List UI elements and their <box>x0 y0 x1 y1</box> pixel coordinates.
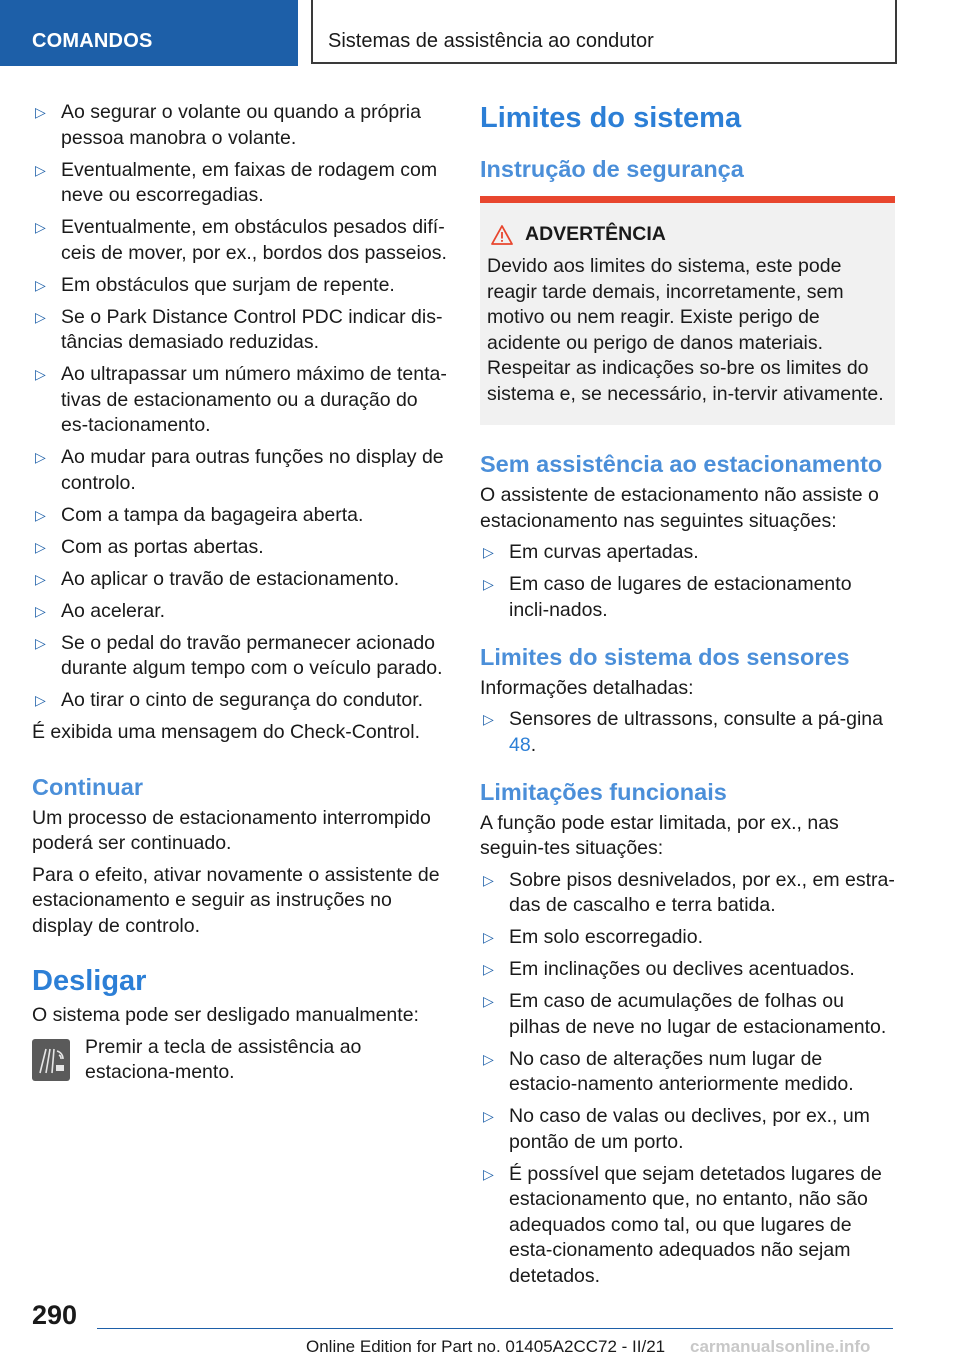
watermark: carmanualsonline.info <box>690 1337 871 1356</box>
list-item: ▷ Ao mudar para outras funções no display de controlo. <box>35 446 444 494</box>
sensor-limits-intro: Informações detalhadas: <box>480 676 694 699</box>
chapter-tab <box>311 0 897 64</box>
continue-instruction: Para o efeito, ativar novamente o assistente de estacionamento e seguir as instruções no display de controlo. <box>32 863 440 937</box>
list-item: ▷ No caso de valas ou declives, por ex., um pontão de um porto. <box>483 1105 870 1153</box>
no-assistance-intro: O assistente de estacionamento não assiste o estacionamento nas seguintes situações: <box>480 484 879 532</box>
section-title: COMANDOS <box>32 30 153 52</box>
list-item: ▷ Em curvas apertadas. <box>480 540 895 566</box>
triangle-right-icon: ▷ <box>483 576 494 592</box>
triangle-right-icon: ▷ <box>35 449 46 465</box>
list-item: ▷ Em solo escorregadio. <box>480 925 895 951</box>
no-assistance-heading: Sem assistência ao estacionamento <box>480 451 883 477</box>
continue-heading: Continuar <box>32 773 143 800</box>
button-instruction-text: Premir a tecla de assistência ao estaciona-mento. <box>85 1035 362 1083</box>
triangle-right-icon: ▷ <box>483 544 494 560</box>
safety-heading: Instrução de segurança <box>480 156 744 182</box>
list-item: ▷ Em obstáculos que surjam de repente. <box>32 273 448 299</box>
functional-limits-intro: A função pode estar limitada, por ex., nas seguin-tes situações: <box>480 811 839 859</box>
chapter-title: Sistemas de assistência ao condutor <box>328 30 654 52</box>
warning-title: ADVERTÊNCIA <box>487 223 885 246</box>
page-header <box>0 0 960 66</box>
list-item: ▷ Em caso de lugares de estacionamento incli-nados. <box>483 573 852 621</box>
triangle-right-icon: ▷ <box>35 161 46 178</box>
switch-off-text: O sistema pode ser desligado manualmente: <box>32 1004 419 1026</box>
triangle-right-icon: ▷ <box>35 602 46 619</box>
continue-text: Um processo de estacionamento interrompido poderá ser continuado. <box>32 806 431 854</box>
footer-divider <box>97 1328 893 1329</box>
triangle-right-icon: ▷ <box>483 961 494 977</box>
list-item: ▷ Ao aplicar o travão de estacionamento. <box>32 567 448 593</box>
warning-text: Devido aos limites do sistema, este pode reagir tarde demais, incorretamente, sem motivo ou nem reagir. Existe perigo de acidente ou perigo de danos materiais. Respeitar as indicações so-bre os limites do sistema e, se necessário, in-tervir ativamente. <box>487 255 884 405</box>
triangle-right-icon: ▷ <box>483 711 494 727</box>
triangle-right-icon: ▷ <box>483 871 494 888</box>
list-item: ▷ No caso de alterações num lugar de estacio-namento anteriormente medido. <box>483 1047 854 1095</box>
triangle-right-icon: ▷ <box>483 929 494 945</box>
section-tab <box>0 0 298 66</box>
list-item: ▷ É possível que sejam detetados lugares de estacionamento que, no entanto, não são adequados como tal, ou que lugares de esta-cionamento adequados não sejam detetados. <box>483 1162 882 1287</box>
list-item: ▷ Sobre pisos desnivelados, por ex., em estra-das de cascalho e terra batida. <box>483 868 895 916</box>
switch-off-heading: Desligar <box>32 965 147 997</box>
page-reference-link[interactable]: 48 <box>509 733 531 756</box>
list-item: ▷ Sensores de ultrassons, consulte a pá-gina 48. <box>483 708 883 756</box>
list-item: ▷ Ao tirar o cinto de segurança do condutor. <box>32 688 448 714</box>
triangle-right-icon: ▷ <box>35 570 46 587</box>
triangle-right-icon: ▷ <box>483 1108 494 1124</box>
triangle-right-icon: ▷ <box>35 366 46 382</box>
parking-assist-button-icon <box>32 1039 70 1081</box>
deactivation-conditions-list <box>32 100 448 714</box>
list-item: ▷ Em caso de acumulações de folhas ou pilhas de neve no lugar de estacionamento. <box>483 990 887 1038</box>
button-instruction <box>32 1035 448 1092</box>
page-number: 290 <box>32 1300 78 1330</box>
list-item: ▷ Ao acelerar. <box>32 599 448 625</box>
warning-box <box>480 196 895 425</box>
sensor-limits-heading: Limites do sistema dos sensores <box>480 643 850 670</box>
check-control-note: É exibida uma mensagem do Check-Control. <box>32 721 421 743</box>
list-item: ▷ Se o pedal do travão permanecer acionado durante algum tempo com o veículo parado. <box>35 631 443 679</box>
list-item: ▷ Eventualmente, em obstáculos pesados difí-ceis de mover, por ex., bordos dos passeios. <box>35 216 447 264</box>
right-column <box>480 100 895 1296</box>
left-column <box>32 100 448 1092</box>
triangle-right-icon: ▷ <box>35 104 46 120</box>
triangle-right-icon: ▷ <box>35 506 46 523</box>
triangle-right-icon: ▷ <box>483 993 494 1009</box>
warning-triangle-icon <box>491 225 513 245</box>
triangle-right-icon: ▷ <box>35 692 46 708</box>
functional-limits-list <box>480 868 895 1290</box>
triangle-right-icon: ▷ <box>35 538 46 555</box>
list-item: ▷ Em inclinações ou declives acentuados. <box>480 957 895 983</box>
list-item: ▷ Ao ultrapassar um número máximo de tenta-tivas de estacionamento ou a duração do es-tacionamento. <box>35 363 447 436</box>
triangle-right-icon: ▷ <box>35 308 46 325</box>
triangle-right-icon: ▷ <box>35 634 46 651</box>
list-item: ▷ Ao segurar o volante ou quando a própria pessoa manobra o volante. <box>35 101 421 149</box>
list-item: ▷ Se o Park Distance Control PDC indicar dis-tâncias demasiado reduzidas. <box>35 305 443 353</box>
no-assistance-list <box>480 540 895 623</box>
list-item: ▷ Com as portas abertas. <box>32 535 448 561</box>
triangle-right-icon: ▷ <box>483 1165 494 1182</box>
triangle-right-icon: ▷ <box>35 219 46 235</box>
triangle-right-icon: ▷ <box>35 276 46 293</box>
triangle-right-icon: ▷ <box>483 1050 494 1067</box>
edition-note: Online Edition for Part no. 01405A2CC72 - II/21 <box>306 1337 666 1356</box>
functional-limits-heading: Limitações funcionais <box>480 778 727 805</box>
list-item: ▷ Com a tampa da bagageira aberta. <box>32 503 448 529</box>
system-limits-heading: Limites do sistema <box>480 102 742 134</box>
list-item: ▷ Eventualmente, em faixas de rodagem com neve ou escorregadias. <box>35 158 438 206</box>
